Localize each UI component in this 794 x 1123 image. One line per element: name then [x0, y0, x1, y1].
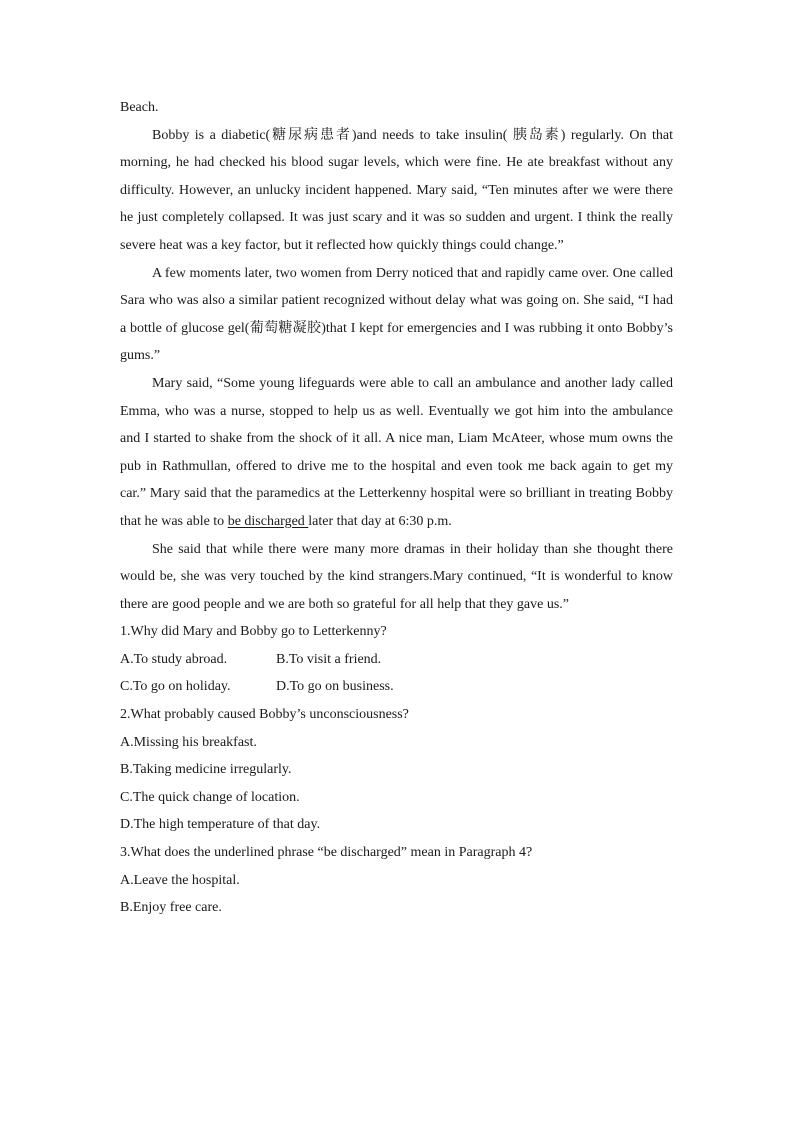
- question-2-option-c[interactable]: C.The quick change of location.: [120, 789, 300, 805]
- question-1-options-row-1: [120, 646, 673, 674]
- question-1-options-row-2: [120, 673, 673, 701]
- passage-paragraph-3-text: Mary said, “Some young lifeguards were able to call an ambulance and another lady called Emma, who was a nurse, stopped to help us as well. Eventually we got him into the ambulance and I started to shake from the shock of it all. A nice man, Liam McAteer, whose mum owns the pub in Rathmullan, offered to drive me to the hospital and even took me back again to get my car.” Mary said that the paramedics at the Letterkenny hospital were so brilliant in treating Bobby that he was able to: [120, 375, 673, 529]
- question-1-option-a[interactable]: A.To study abroad.: [120, 651, 228, 667]
- question-3-option-b[interactable]: B.Enjoy free care.: [120, 900, 222, 916]
- passage-paragraph-3: [120, 370, 673, 536]
- passage-paragraph-3-tail: later that day at 6:30 p.m.: [308, 513, 452, 529]
- question-3-stem: 3.What does the underlined phrase “be discharged” mean in Paragraph 4?: [120, 845, 533, 861]
- question-2-option-b[interactable]: B.Taking medicine irregularly.: [120, 762, 292, 778]
- question-1-option-c[interactable]: C.To go on holiday.: [120, 679, 231, 695]
- passage-paragraph-4: She said that while there were many more dramas in their holiday than she thought there would be, she was very touched by the kind strangers.Mary continued, “It is wonderful to know there are good people and we are both so grateful for all help that they gave us.”: [120, 541, 673, 612]
- passage-paragraph-1: Bobby is a diabetic(糖尿病患者)and needs to take insulin( 胰岛素) regularly. On that morning, he had checked his blood sugar levels, which were fine. He ate breakfast without any difficulty. However, an unlucky incident happened. Mary said, “Ten minutes after we were there he just completely collapsed. It was just scary and it was so sudden and urgent. I think the really severe heat was a key factor, but it reflected how quickly things could change.”: [120, 127, 673, 253]
- question-2-option-d[interactable]: D.The high temperature of that day.: [120, 817, 321, 833]
- question-1-option-b[interactable]: B.To visit a friend.: [276, 651, 382, 667]
- question-3: [120, 839, 673, 922]
- question-3-option-a[interactable]: A.Leave the hospital.: [120, 872, 240, 888]
- question-2: [120, 701, 673, 839]
- question-1-stem: 1.Why did Mary and Bobby go to Letterkenny?: [120, 624, 387, 640]
- question-1-option-d[interactable]: D.To go on business.: [276, 679, 394, 695]
- passage-paragraph-2: A few moments later, two women from Derry noticed that and rapidly came over. One called Sara who was also a similar patient recognized without delay what was going on. She said, “I had a bottle of glucose gel(葡萄糖凝胶)that I kept for emergencies and I was rubbing it onto Bobby’s gums.”: [120, 265, 673, 364]
- question-1: [120, 618, 673, 701]
- passage-fragment-beach: Beach.: [120, 100, 159, 115]
- document-page: [120, 94, 673, 922]
- underlined-phrase: be discharged: [227, 513, 309, 529]
- question-2-stem: 2.What probably caused Bobby’s unconsciousness?: [120, 707, 409, 723]
- question-2-option-a[interactable]: A.Missing his breakfast.: [120, 734, 257, 750]
